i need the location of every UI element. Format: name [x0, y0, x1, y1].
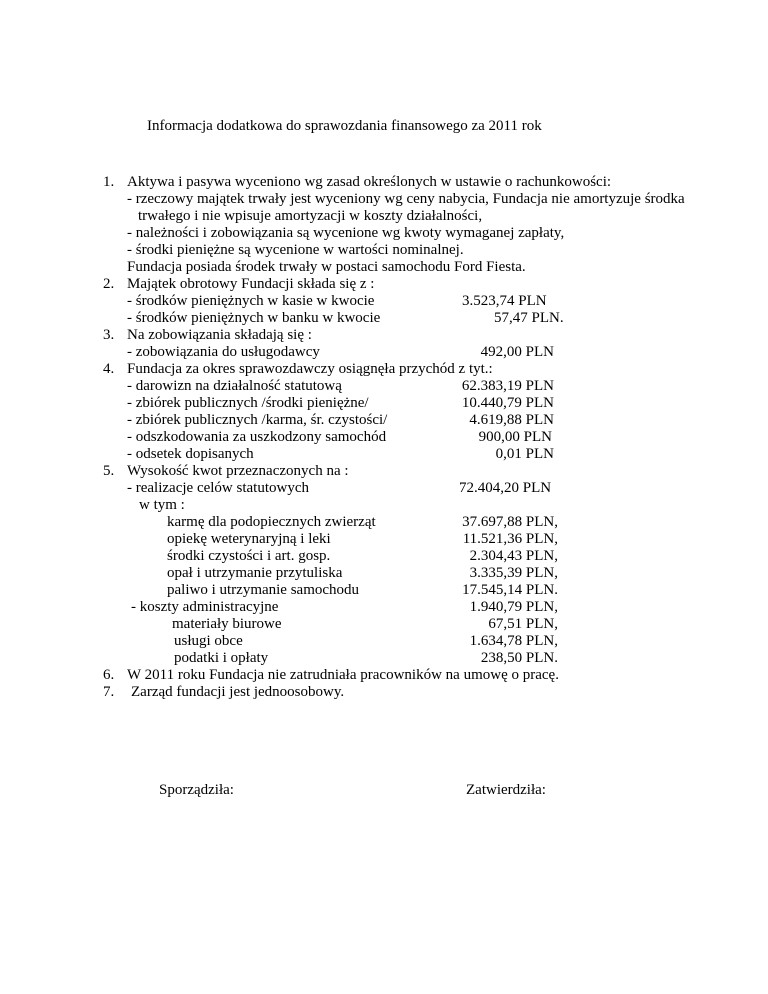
list-item-label: - środków pieniężnych w kasie w kwocie	[127, 293, 375, 309]
list-item-amount: 67,51 PLN,	[488, 616, 558, 632]
item-5-number: 5.	[103, 463, 115, 479]
list-item-amount: 1.940,79 PLN,	[469, 599, 558, 615]
item-1-line: - należności i zobowiązania są wycenione wg kwoty wymaganej zapłaty,	[127, 225, 565, 241]
signature-approved-label: Zatwierdziła:	[466, 782, 546, 798]
list-item-amount: 900,00 PLN	[478, 429, 552, 445]
list-item-label: opał i utrzymanie przytuliska	[167, 565, 343, 581]
list-item-amount: 37.697,88 PLN,	[462, 514, 558, 530]
item-7-text: Zarząd fundacji jest jednoosobowy.	[131, 684, 345, 700]
list-item-label: - darowizn na działalność statutową	[127, 378, 342, 394]
list-item-amount: 3.335,39 PLN,	[469, 565, 558, 581]
list-item-amount: 4.619,88 PLN	[469, 412, 554, 428]
list-item-amount: 492,00 PLN	[480, 344, 554, 360]
list-item-label: - odszkodowania za uszkodzony samochód	[127, 429, 387, 445]
item-4-text: Fundacja za okres sprawozdawczy osiągnęła przychód z tyt.:	[127, 361, 493, 377]
item-1-text: Aktywa i pasywa wyceniono wg zasad określonych w ustawie o rachunkowości:	[127, 174, 612, 190]
signature-prepared-label: Sporządziła:	[159, 782, 234, 798]
list-item-label: - zbiórek publicznych /środki pieniężne/	[127, 395, 369, 411]
list-item-label: - realizacje celów statutowych	[127, 480, 309, 496]
document-title: Informacja dodatkowa do sprawozdania finansowego za 2011 rok	[147, 118, 542, 134]
item-4-number: 4.	[103, 361, 115, 377]
list-item-amount: 72.404,20 PLN	[459, 480, 552, 496]
item-1-line: - rzeczowy majątek trwały jest wyceniony wg ceny nabycia, Fundacja nie amortyzuje środka	[127, 191, 685, 207]
item-1-line: trwałego i nie wpisuje amortyzacji w koszty działalności,	[138, 208, 483, 224]
item-2-number: 2.	[103, 276, 115, 292]
list-item-label: - środków pieniężnych w banku w kwocie	[127, 310, 381, 326]
list-item-label: usługi obce	[174, 633, 243, 649]
list-item-label: paliwo i utrzymanie samochodu	[167, 582, 360, 598]
item-5-text: Wysokość kwot przeznaczonych na :	[127, 463, 349, 479]
item-7-number: 7.	[103, 684, 115, 700]
list-item-amount: 11.521,36 PLN,	[462, 531, 558, 547]
list-item-label: podatki i opłaty	[174, 650, 269, 666]
item-1-line: - środki pieniężne są wycenione w wartości nominalnej.	[127, 242, 464, 258]
list-item-amount: 0,01 PLN	[495, 446, 554, 462]
list-item-label: - koszty administracyjne	[131, 599, 279, 615]
item-2-text: Majątek obrotowy Fundacji składa się z :	[127, 276, 375, 292]
list-item-label: karmę dla podopiecznych zwierząt	[167, 514, 376, 530]
list-item-amount: 3.523,74 PLN	[462, 293, 547, 309]
list-item-label: - odsetek dopisanych	[127, 446, 254, 462]
list-item-amount: 10.440,79 PLN	[461, 395, 554, 411]
list-item-label: materiały biurowe	[172, 616, 282, 632]
item-6-number: 6.	[103, 667, 115, 683]
item-3-number: 3.	[103, 327, 115, 343]
item-6-text: W 2011 roku Fundacja nie zatrudniała pracowników na umowę o pracę.	[127, 667, 559, 683]
item-3-text: Na zobowiązania składają się :	[127, 327, 312, 343]
list-item-amount: 17.545,14 PLN.	[462, 582, 558, 598]
list-item-label: - zobowiązania do usługodawcy	[127, 344, 320, 360]
list-item-label: środki czystości i art. gosp.	[167, 548, 331, 564]
list-item-label: opiekę weterynaryjną i leki	[167, 531, 331, 547]
item-1-number: 1.	[103, 174, 115, 190]
item-1-line: Fundacja posiada środek trwały w postaci samochodu Ford Fiesta.	[127, 259, 526, 275]
list-item-amount: 57,47 PLN.	[494, 310, 564, 326]
list-item-amount: 2.304,43 PLN,	[469, 548, 558, 564]
list-item-label: - zbiórek publicznych /karma, śr. czystości/	[127, 412, 388, 428]
list-item-amount: 62.383,19 PLN	[461, 378, 554, 394]
list-item-amount: 238,50 PLN.	[480, 650, 558, 666]
list-item-amount: 1.634,78 PLN,	[469, 633, 558, 649]
w-tym-label: w tym :	[139, 497, 185, 513]
